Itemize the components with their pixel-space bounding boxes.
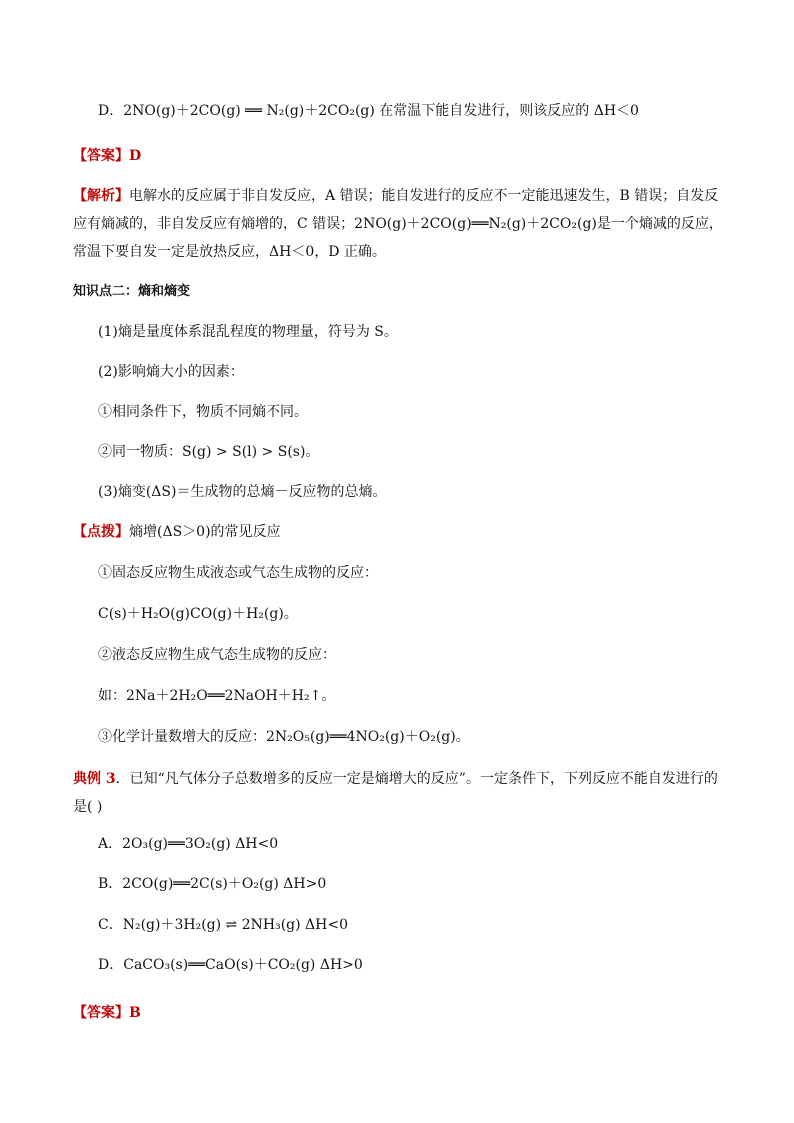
example-text: ．已知“凡气体分子总数增多的反应一定是熵增大的反应”。一定条件下，下列反应不能自发进行的是( ) [73, 771, 718, 815]
option-label: A． [98, 836, 123, 852]
answer-2 [73, 1003, 141, 1023]
answer-value: B [129, 1005, 141, 1021]
point-4: ②同一物质：S(g) > S(l) > S(s)。 [98, 444, 320, 460]
tip [73, 522, 281, 542]
section-title: 知识点二：熵和熵变 [73, 284, 191, 299]
option-text: 2O₃(g)══3O₂(g) ΔH<0 [122, 836, 279, 852]
option-d [98, 955, 363, 975]
point-5: (3)熵变(ΔS)＝生成物的总熵－反应物的总熵。 [98, 484, 387, 500]
option-text: CaCO₃(s)══CaO(s)＋CO₂(g) ΔH>0 [123, 957, 363, 973]
answer-value: D [129, 148, 142, 164]
option-label: C． [98, 917, 123, 933]
analysis-tag: 【解析】 [73, 188, 129, 204]
point-2: (2)影响熵大小的因素： [98, 364, 244, 380]
example-tag: 典例 3 [73, 771, 116, 787]
answer-tag: 【答案】 [73, 148, 129, 164]
option-c [98, 915, 348, 935]
tip-item-2: C(s)＋H₂O(g)CO(g)＋H₂(g)。 [98, 606, 298, 622]
option-label: D． [98, 957, 124, 973]
tip-text: 熵增(ΔS＞0)的常见反应 [129, 524, 281, 540]
option-a [98, 834, 278, 854]
answer-1 [73, 146, 141, 166]
option-label: B． [98, 876, 123, 892]
point-1: (1)熵是量度体系混乱程度的物理量，符号为 S。 [98, 324, 398, 340]
example-3 [73, 765, 728, 821]
tip-tag: 【点拨】 [73, 524, 129, 540]
tip-item-4: 如：2Na＋2H₂O══2NaOH＋H₂↑。 [98, 688, 336, 704]
option-b [98, 874, 326, 894]
tip-item-3: ②液态反应物生成气态生成物的反应： [98, 647, 336, 663]
option-d-top [98, 101, 639, 121]
option-text: 2CO(g)══2C(s)＋O₂(g) ΔH>0 [122, 876, 327, 892]
tip-item-5: ③化学计量数增大的反应：2N₂O₅(g)══4NO₂(g)＋O₂(g)。 [98, 729, 470, 745]
analysis-text: 电解水的反应属于非自发反应，A 错误；能自发进行的反应不一定能迅速发生，B 错误；自发反应有熵减的，非自发反应有熵增的，C 错误；2NO(g)＋2CO(g)══N₂(g)＋2CO₂(g)是一个熵减的反应，常温下要自发一定是放热反应，ΔH＜0，D 正确。 [73, 188, 723, 260]
analysis [73, 182, 723, 266]
option-text: 2NO(g)＋2CO(g) ══ N₂(g)＋2CO₂(g) 在常温下能自发进行，则该反应的 ΔH＜0 [123, 103, 639, 119]
option-text: N₂(g)＋3H₂(g) ⇌ 2NH₃(g) ΔH<0 [122, 917, 348, 933]
option-label: D． [98, 103, 124, 119]
answer-tag: 【答案】 [73, 1005, 129, 1021]
tip-item-1: ①固态反应物生成液态或气态生成物的反应： [98, 565, 378, 581]
point-3: ①相同条件下，物质不同熵不同。 [98, 404, 308, 420]
